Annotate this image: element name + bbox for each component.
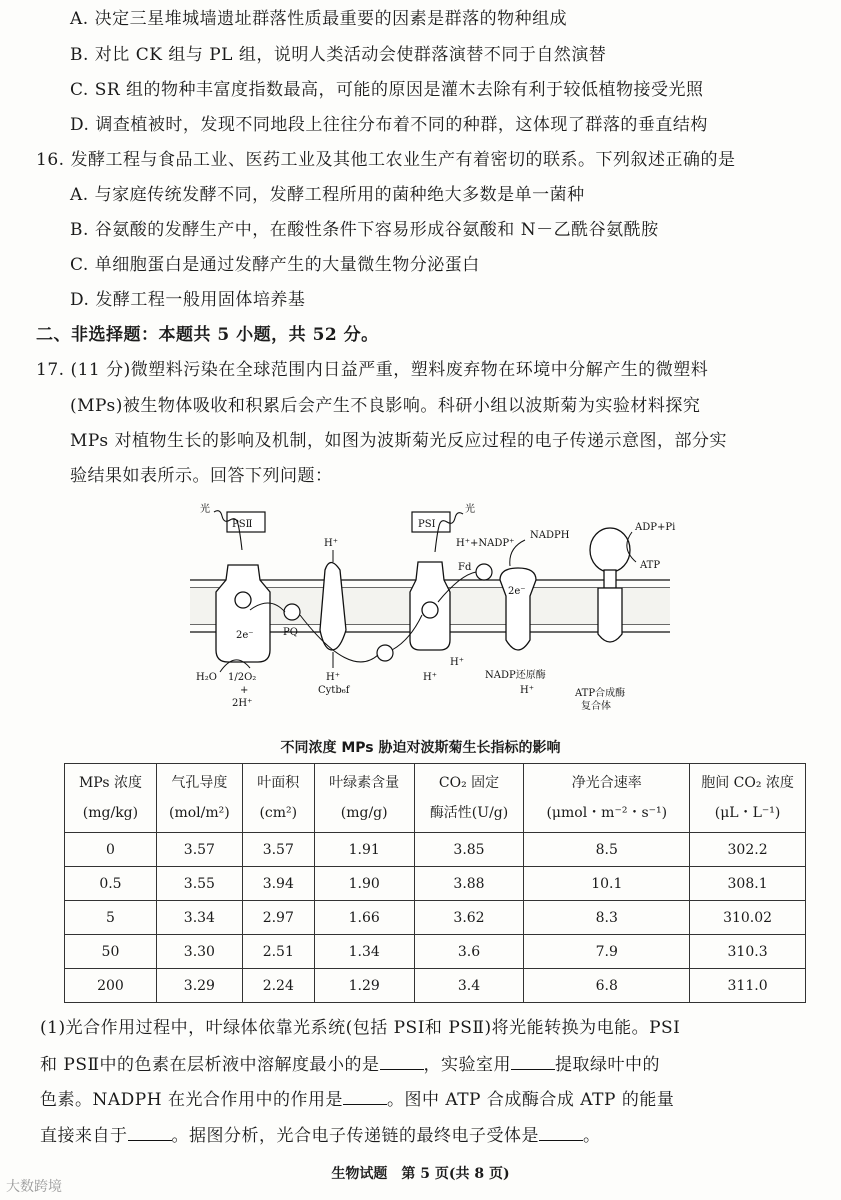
- nadp-substrate-label: H⁺+NADP⁺: [456, 538, 515, 549]
- page-footer: 生物试题 第 5 页(共 8 页): [331, 1166, 510, 1182]
- table-cell: 3.88: [414, 867, 524, 901]
- table-cell: 0.5: [65, 867, 157, 901]
- table-cell: 6.8: [524, 969, 690, 1003]
- q16-option-b: B. 谷氨酸的发酵生产中，在酸性条件下容易形成谷氨酸和 N－乙酰谷氨酰胺: [70, 220, 659, 240]
- answer-blank-3[interactable]: [343, 1088, 387, 1105]
- header-stomatal-conductance: [156, 764, 242, 833]
- section-heading: 二、非选择题：本题共 5 小题，共 52 分。: [36, 325, 379, 345]
- table-cell: 310.02: [690, 901, 806, 935]
- table-cell: 3.6: [414, 935, 524, 969]
- q15-option-d: D. 调查植被时，发现不同地段上往往分布着不同的种群，这体现了群落的垂直结构: [70, 115, 708, 135]
- table-cell: 1.29: [314, 969, 414, 1003]
- q15-option-a: A. 决定三星堆城墙遗址群落性质最重要的因素是群落的物种组成: [70, 9, 568, 29]
- atp-synthase-label-2: 复合体: [581, 701, 611, 712]
- q17-intro-line-2: (MPs)被生物体吸收和积累后会产生不良影响。科研小组以波斯菊为实验材料探究: [70, 396, 701, 416]
- table-header-text: CO₂ 固定: [438, 775, 500, 791]
- answer-blank-5[interactable]: [539, 1124, 583, 1141]
- table-cell: 310.3: [690, 935, 806, 969]
- nadp-electron-label: 2e⁻: [508, 586, 526, 597]
- cyt-proton-label: H⁺: [326, 672, 340, 683]
- table-header-text: 叶面积: [257, 775, 300, 791]
- table-cell: 1.90: [314, 867, 414, 901]
- lumen-proton-1: H⁺: [450, 657, 464, 668]
- plus-label: +: [240, 685, 249, 696]
- table-cell: 3.85: [414, 833, 524, 867]
- table-cell: 308.1: [690, 867, 806, 901]
- watermark: 大数跨境: [6, 1179, 62, 1195]
- q16-option-d: D. 发酵工程一般用固体培养基: [70, 290, 306, 310]
- atp-synthase-label-1: ATP合成酶: [575, 688, 626, 699]
- adp-label: ADP+Pi: [635, 522, 676, 533]
- table-cell: 10.1: [524, 867, 690, 901]
- table-cell: 0: [65, 833, 157, 867]
- table-header-text: 净光合速率: [571, 775, 642, 791]
- q17-part1-text: 。据图分析，光合电子传递链的最终电子受体是: [171, 1126, 539, 1146]
- table-header-text: 叶绿素含量: [329, 775, 400, 791]
- table-cell: 3.94: [242, 867, 314, 901]
- q17-intro-line-3: MPs 对植物生长的影响及机制，如图为波斯菊光反应过程的电子传递示意图，部分实: [70, 431, 728, 451]
- q17-part1-text: 色素。NADPH 在光合作用中的作用是: [40, 1090, 343, 1110]
- q17-part1-text: ，实验室用: [423, 1055, 512, 1075]
- header-leaf-area: [242, 764, 314, 833]
- table-row: [65, 833, 806, 867]
- q16-option-c: C. 单细胞蛋白是通过发酵产生的大量微生物分泌蛋白: [70, 255, 480, 275]
- table-cell: 1.91: [314, 833, 414, 867]
- table-cell: 2.97: [242, 901, 314, 935]
- atp-label: ATP: [640, 560, 661, 571]
- pc-carrier: [377, 645, 393, 661]
- table-cell: 8.3: [524, 901, 690, 935]
- header-net-photosynthesis: [524, 764, 690, 833]
- electron-transport-diagram: [180, 500, 680, 725]
- proton-release-label: 2H⁺: [232, 698, 253, 709]
- table-title: 不同浓度 MPs 胁迫对波斯菊生长指标的影响: [280, 740, 561, 756]
- q17-intro-line-1: 17. (11 分)微塑料污染在全球范围内日益严重，塑料废弃物在环境中分解产生的微塑料: [36, 360, 709, 380]
- table-row: [65, 969, 806, 1003]
- q17-intro-line-4: 验结果如表所示。回答下列问题：: [70, 466, 333, 486]
- nadp-reductase: [500, 568, 536, 650]
- table-cell: 5: [65, 901, 157, 935]
- table-header-text: (μmol・m⁻²・s⁻¹): [546, 805, 668, 821]
- cyt-top-proton: H⁺: [324, 538, 338, 549]
- psi-label: PSⅠ: [418, 519, 436, 530]
- light-label-1: 光: [200, 504, 210, 515]
- q17-part1-line-3: [40, 1088, 674, 1111]
- table-cell: 302.2: [690, 833, 806, 867]
- light-label-2: 光: [465, 504, 475, 515]
- psii-label: PSⅡ: [232, 519, 253, 530]
- table-header-row: [65, 764, 806, 833]
- q17-part1-line-1: (1)光合作用过程中，叶绿体依靠光系统(包括 PSⅠ和 PSⅡ)将光能转换为电能。PSⅠ: [40, 1018, 681, 1038]
- table-row: [65, 901, 806, 935]
- table-row: [65, 935, 806, 969]
- q17-part1-text: 。: [583, 1126, 601, 1146]
- nadp-reductase-label: NADP还原酶: [485, 670, 546, 681]
- table-header-text: (mol/m²): [169, 805, 230, 821]
- lumen-proton-2: H⁺: [423, 672, 437, 683]
- water-label: H₂O: [196, 672, 217, 683]
- q17-part1-text: 直接来自于: [40, 1126, 128, 1146]
- q15-option-b: B. 对比 CK 组与 PL 组，说明人类活动会使群落演替不同于自然演替: [70, 45, 607, 65]
- header-chlorophyll: [314, 764, 414, 833]
- header-mps-concentration: [65, 764, 157, 833]
- table-cell: 1.66: [314, 901, 414, 935]
- table-header-text: (mg/kg): [82, 805, 139, 821]
- fd-carrier: [476, 564, 492, 580]
- psi-complex: [410, 562, 450, 650]
- table-cell: 7.9: [524, 935, 690, 969]
- q17-part1-text: 和 PSⅡ中的色素在层析液中溶解度最小的是: [40, 1055, 380, 1075]
- oxygen-label: 1/2O₂: [228, 672, 257, 683]
- answer-blank-4[interactable]: [128, 1124, 172, 1141]
- nadph-label: NADPH: [530, 530, 570, 541]
- lumen-proton-3: H⁺: [520, 685, 534, 696]
- table-cell: 3.34: [156, 901, 242, 935]
- table-cell: 3.62: [414, 901, 524, 935]
- atp-synthase: [590, 528, 630, 642]
- answer-blank-1[interactable]: [380, 1053, 424, 1070]
- table-cell: 3.29: [156, 969, 242, 1003]
- table-header-text: (cm²): [259, 805, 298, 821]
- table-cell: 3.57: [242, 833, 314, 867]
- table-cell: 3.30: [156, 935, 242, 969]
- q17-part1-line-4: [40, 1124, 601, 1147]
- header-co2-enzyme: [414, 764, 524, 833]
- table-cell: 2.51: [242, 935, 314, 969]
- table-cell: 311.0: [690, 969, 806, 1003]
- table-cell: 8.5: [524, 833, 690, 867]
- table-cell: 1.34: [314, 935, 414, 969]
- table-cell: 50: [65, 935, 157, 969]
- q17-part1-line-2: [40, 1053, 660, 1076]
- cyt-label: Cytb₆f: [318, 685, 350, 696]
- results-table: [64, 763, 806, 1003]
- fd-label: Fd: [458, 562, 472, 573]
- pq-carrier: [284, 604, 300, 620]
- table-header-text: 酶活性(U/g): [429, 805, 509, 821]
- q16-stem: 16. 发酵工程与食品工业、医药工业及其他工农业生产有着密切的联系。下列叙述正确的是: [36, 150, 736, 170]
- psii-electron-label: 2e⁻: [236, 630, 254, 641]
- table-cell: 3.55: [156, 867, 242, 901]
- header-intercellular-co2: [690, 764, 806, 833]
- table-header-text: (μL・L⁻¹): [714, 805, 781, 821]
- q15-option-c: C. SR 组的物种丰富度指数最高，可能的原因是灌木去除有利于较低植物接受光照: [70, 80, 704, 100]
- answer-blank-2[interactable]: [511, 1053, 555, 1070]
- table-cell: 3.4: [414, 969, 524, 1003]
- table-header-text: 胞间 CO₂ 浓度: [701, 775, 794, 791]
- pq-label: PQ: [283, 627, 298, 638]
- q16-option-a: A. 与家庭传统发酵不同，发酵工程所用的菌种绝大多数是单一菌种: [70, 185, 585, 205]
- table-cell: 2.24: [242, 969, 314, 1003]
- table-row: [65, 867, 806, 901]
- table-cell: 200: [65, 969, 157, 1003]
- q17-part1-text: 提取绿叶中的: [555, 1055, 661, 1075]
- cytb6f-complex: [320, 563, 346, 651]
- table-header-text: MPs 浓度: [78, 775, 142, 791]
- table-header-text: (mg/g): [340, 805, 388, 821]
- q17-part1-text: 。图中 ATP 合成酶合成 ATP 的能量: [386, 1090, 675, 1110]
- table-header-text: 气孔导度: [171, 775, 228, 791]
- table-cell: 3.57: [156, 833, 242, 867]
